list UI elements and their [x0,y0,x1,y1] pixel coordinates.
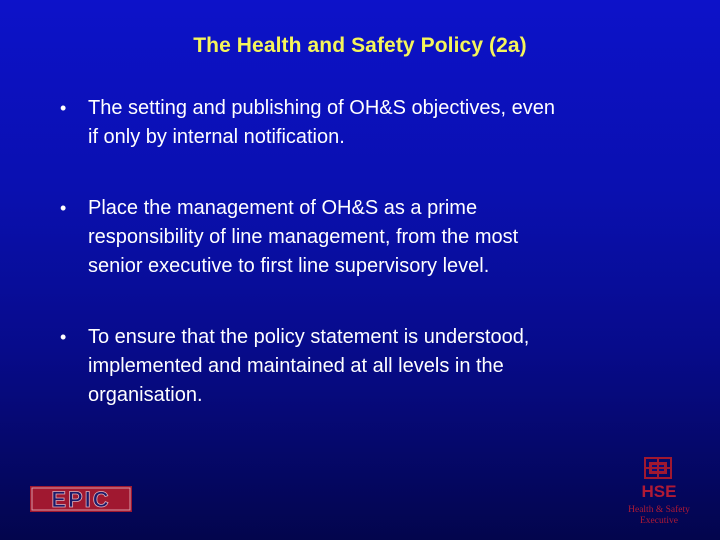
bullet-line: implemented and maintained at all levels in the [88,355,504,377]
bullet-dot-icon: • [60,327,67,347]
bullet-line: To ensure that the policy statement is understood, [88,326,530,348]
bullet-list [60,94,680,452]
hse-emblem-icon [645,458,671,478]
slide-title: The Health and Safety Policy (2a) [193,34,527,57]
hse-logo-line2: Executive [640,516,678,526]
bullet-dot-icon: • [60,98,67,118]
bullet-line: The setting and publishing of OH&S objectives, even [88,97,555,119]
bullet-item [60,323,680,410]
bullet-line: organisation. [88,384,203,406]
hse-logo [626,456,692,528]
bullet-dot-icon: • [60,198,67,218]
epic-logo-text: EPIC [51,487,111,512]
bullet-line: senior executive to first line supervisory level. [88,255,490,277]
bullet-line: responsibility of line management, from the most [88,226,519,248]
bullet-item [60,94,680,152]
bullet-line: Place the management of OH&S as a prime [88,197,478,219]
bullet-item [60,194,680,281]
bullet-line: if only by internal notification. [88,126,345,148]
epic-logo [30,486,132,512]
hse-logo-abbr: HSE [641,482,677,501]
hse-logo-line1: Health & Safety [628,505,690,515]
